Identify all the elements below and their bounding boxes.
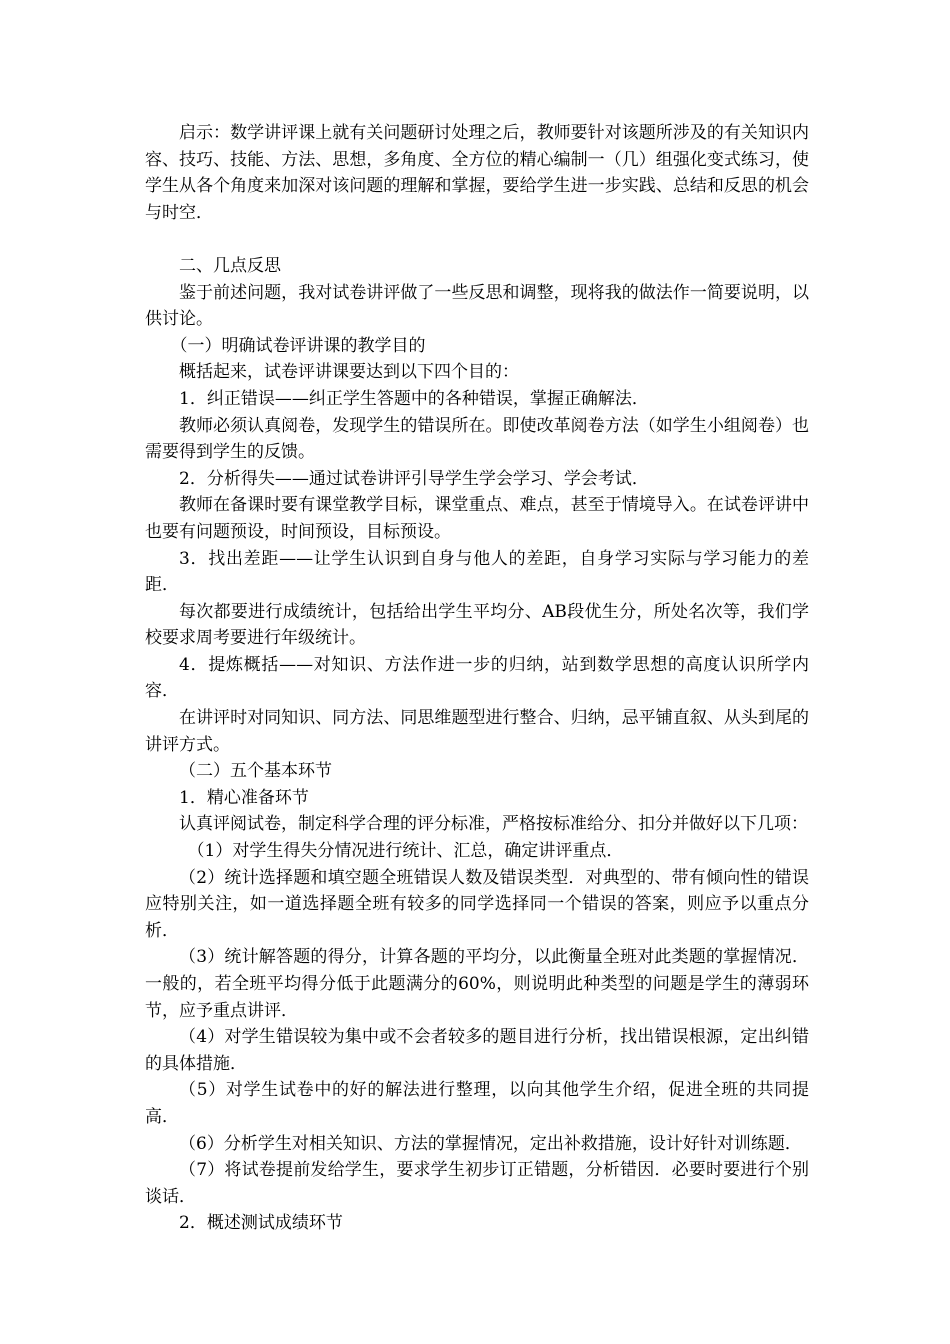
paragraph-intro: 鉴于前述问题，我对试卷讲评做了一些反思和调整，现将我的做法作一简要说明，以供讨论。 bbox=[145, 282, 809, 330]
list-item: （2）统计选择题和填空题全班错误人数及错误类型．对典型的、带有倾向性的错误应特别关注，如一道选择题全班有较多的同学选择同一个错误的答案，则应予以重点分析． bbox=[145, 867, 809, 941]
list-item: （4）对学生错误较为集中或不会者较多的题目进行分析，找出错误根源，定出纠错的具体措施． bbox=[145, 1027, 809, 1074]
goal-note-2: 教师在备课时要有课堂教学目标，课堂重点、难点，甚至于情境导入。在试卷评讲中也要有问题预设，时间预设，目标预设。 bbox=[145, 495, 809, 542]
blank-line bbox=[145, 226, 809, 253]
step-heading-1: 1．精心准备环节 bbox=[179, 787, 309, 808]
list-item: （3）统计解答题的得分，计算各题的平均分，以此衡量全班对此类题的掌握情况．一般的，若全班平均得分低于此题满分的60%，则说明此种类型的问题是学生的薄弱环节，应予重点讲评． bbox=[145, 947, 809, 1021]
list-item: （6）分析学生对相关知识、方法的掌握情况，定出补救措施，设计好针对训练题． bbox=[179, 1133, 802, 1154]
list-item: （5）对学生试卷中的好的解法进行整理，以向其他学生介绍，促进全班的共同提高． bbox=[145, 1080, 809, 1127]
step-heading-2: 2．概述测试成绩环节 bbox=[179, 1213, 343, 1234]
goal-note-3: 每次都要进行成绩统计，包括给出学生平均分、AB段优生分，所处名次等，我们学校要求周考要进行年级统计。 bbox=[145, 601, 809, 649]
goal-item-1: 1．纠正错误——纠正学生答题中的各种错误，掌握正确解法． bbox=[179, 388, 649, 409]
goal-note-1: 教师必须认真阅卷，发现学生的错误所在。即使改革阅卷方法（如学生小组阅卷）也需要得到学生的反馈。 bbox=[145, 415, 809, 463]
list-item: （7）将试卷提前发给学生，要求学生初步订正错题，分析错因．必要时要进行个别谈话． bbox=[145, 1160, 809, 1207]
goal-note-4: 在讲评时对同知识、同方法、同思维题型进行整合、归纳，忌平铺直叙、从头到尾的讲评方式。 bbox=[145, 708, 809, 755]
step-intro-1: 认真评阅试卷，制定科学合理的评分标准，严格按标准给分、扣分并做好以下几项： bbox=[179, 814, 808, 835]
subsection-heading-steps: （二）五个基本环节 bbox=[179, 761, 332, 782]
goal-item-3: 3．找出差距——让学生认识到自身与他人的差距，自身学习实际与学习能力的差距． bbox=[145, 548, 809, 596]
paragraph-hint: 启示：数学讲评课上就有关问题研讨处理之后，教师要针对该题所涉及的有关知识内容、技巧、技能、方法、思想，多角度、全方位的精心编制一（几）组强化变式练习，使学生从各个角度来加深对该问题的理解和掌握，要给学生进一步实践、总结和反思的机会与时空． bbox=[145, 123, 809, 223]
section-heading-reflections: 二、几点反思 bbox=[179, 255, 281, 276]
subsection-heading-goals: （一）明确试卷评讲课的教学目的 bbox=[170, 335, 426, 356]
goal-item-4: 4．提炼概括——对知识、方法作进一步的归纳，站到数学思想的高度认识所学内容． bbox=[145, 654, 809, 702]
document-page bbox=[145, 120, 809, 1237]
paragraph-summary: 概括起来，试卷评讲课要达到以下四个目的： bbox=[179, 362, 519, 383]
list-item: （1）对学生得失分情况进行统计、汇总，确定讲评重点． bbox=[187, 841, 624, 862]
goal-item-2: 2．分析得失——通过试卷讲评引导学生学会学习、学会考试． bbox=[179, 468, 649, 489]
